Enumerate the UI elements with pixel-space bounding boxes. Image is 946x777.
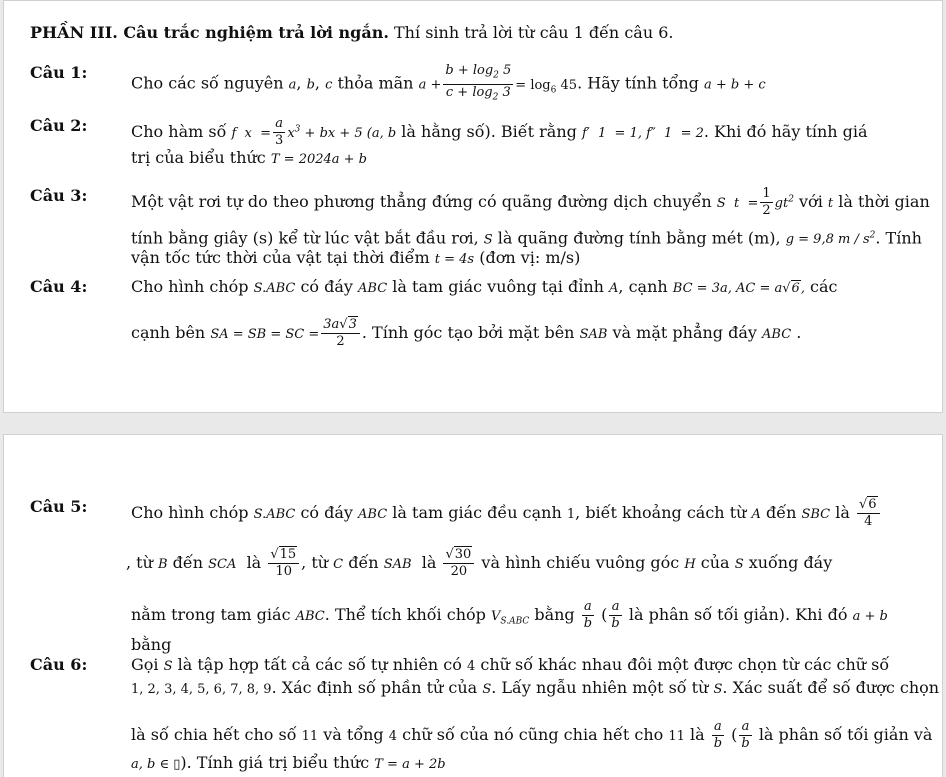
q1-label: Câu 1: [30, 63, 88, 82]
q5-line-1 [131, 497, 882, 530]
q5-text-4: , biết khoảng cách từ [575, 503, 747, 522]
q2-expr: T = 2024a + b [270, 152, 368, 167]
q5-abc-2: ABC [295, 609, 325, 624]
q5-text-13: và hình chiếu vuông góc [481, 553, 680, 572]
q6-label: Câu 6: [30, 655, 88, 674]
q5-frac-1: $\frac{√6}{4}$ [857, 497, 880, 530]
q1-var-b: b [306, 77, 315, 93]
q6-line-3: là số chia hết cho số 11 và tổng 4 chữ số của nó cũng chia hết cho 11 là $\frac{a}{b}$ ( $\frac{a}{b}$ là phân số tối giản và [131, 719, 933, 751]
q6-text-6: . Lấy ngẫu nhiên một số từ [491, 678, 709, 697]
q6-s-3: S [713, 682, 723, 697]
q6-text-10: chữ số của nó cũng chia hết cho [402, 725, 664, 744]
q5-frac-2: $\frac{√15}{10}$ [268, 547, 299, 580]
q3-line-2 [131, 226, 922, 250]
q5-text-8: đến [172, 553, 204, 572]
page-1 [3, 0, 943, 413]
q5-sca: SCA [208, 557, 237, 572]
q1-sum: a + b + c [703, 77, 766, 93]
q4-edges: BC = 3a, AC = a√6, [672, 281, 805, 296]
q4-text-2: có đáy [300, 277, 353, 296]
section-title: PHẦN III. Câu trắc nghiệm trả lời ngắn. [30, 23, 389, 42]
q2-text-2: là hằng số). Biết rằng [401, 122, 577, 141]
q3-line-1 [131, 186, 930, 219]
q2-text-4: trị của biểu thức [131, 148, 266, 167]
q5-volume: $V_{S.ABC}$ [490, 609, 530, 627]
q5-text-11: đến [348, 553, 379, 572]
q6-s: S [163, 659, 173, 674]
q6-text-5: . Xác định số phần tử của [271, 678, 478, 697]
q5-text-9: là [246, 553, 262, 572]
q5-sum: a + b [852, 609, 888, 624]
q1-text: Cho các số nguyên [131, 73, 284, 93]
q1-var-c: c [325, 77, 333, 93]
q1-vars: a [288, 77, 297, 93]
q6-text-11: là [689, 725, 705, 744]
q6-text-9: và tổng [323, 725, 384, 744]
q5-line-3: nằm trong tam giác ABC. Thể tích khối chóp $V_{S.ABC}$ bằng $\frac{a}{b}$ ( $\frac{a}{b}$ là phân số tối giản). Khi đó a + b [131, 599, 888, 631]
q5-h: H [684, 557, 696, 572]
q1-fraction: $\frac{b + \log_2 5}{c + \log_2 3}$ [445, 63, 512, 103]
q6-line-1 [131, 655, 889, 677]
q5-frac-ab: $\frac{a}{b}$ [583, 599, 593, 631]
q5-sbc: SBC [801, 507, 831, 522]
q2-text: Cho hàm số [131, 122, 227, 141]
q6-text-2: là tập hợp tất cả các số tự nhiên có [177, 655, 462, 674]
q5-text-14: của [700, 553, 730, 572]
q6-eleven-2: 11 [668, 729, 685, 744]
q6-text-13: ). Tính giá trị biểu thức [180, 753, 370, 772]
q3-gt2: $gt^2$ [774, 194, 794, 211]
section-instructions: Thí sinh trả lời từ câu 1 đến câu 6. [388, 23, 674, 42]
q5-text-3: là tam giác đều cạnh [392, 503, 562, 522]
q5-sabc: S.ABC [253, 507, 296, 522]
q5-text-16: nằm trong tam giác [131, 605, 291, 624]
q5-text-7: , từ [126, 553, 153, 572]
q6-s-2: S [482, 682, 492, 697]
q4-text: Cho hình chóp [131, 277, 249, 296]
q6-line-2 [131, 678, 939, 700]
q3-text-4: tính bằng giây (s) kể từ lúc vật bắt đầu rơi, [131, 228, 479, 248]
q3-text-2: với [799, 192, 823, 211]
q1-formula: a + [418, 77, 442, 93]
q4-sabc: S.ABC [253, 281, 296, 296]
q5-c: C [333, 557, 344, 572]
q2-poly: $x^3$ + bx + 5 (a, b [287, 124, 397, 141]
q5-text: Cho hình chóp [131, 503, 249, 522]
q6-line-4 [131, 753, 446, 775]
q4-line-1 [131, 277, 838, 299]
q5-label: Câu 5: [30, 497, 88, 516]
q6-digits: 1, 2, 3, 4, 5, 6, 7, 8, 9 [131, 682, 272, 697]
q5-text-12: là [421, 553, 437, 572]
q4-text-4: , cạnh [618, 277, 668, 296]
q2-line-2 [131, 148, 367, 170]
q5-a: A [751, 507, 761, 522]
q6-text-3: chữ số khác nhau đôi một được chọn từ các chữ số [480, 655, 890, 674]
q5-text-6: là [835, 503, 850, 522]
q2-line-1 [131, 116, 868, 149]
q3-text-8: (đơn vị: m/s) [479, 248, 581, 267]
q5-text-18: bằng [534, 605, 575, 624]
q5-line-4 [131, 635, 171, 655]
q4-text-6: cạnh bên [131, 323, 206, 342]
q3-text-6: . Tính [875, 228, 922, 248]
q5-text-17: . Thể tích khối chóp [324, 605, 486, 624]
q4-vertex: A [609, 281, 619, 296]
q3-formula: S t = [716, 196, 759, 211]
q1-line-1: Cho các số nguyên a, b, c thỏa mãn a + $\frac{b + \log_2 5}{c + \log_2 3}$ = $\log_6 45$. Hãy tính tổng a + b + c [131, 63, 766, 105]
q5-frac-ab-2: $\frac{a}{b}$ [611, 599, 620, 631]
q6-four: 4 [467, 659, 476, 674]
q5-side: 1 [566, 507, 576, 522]
q5-b: B [158, 557, 168, 572]
q4-label: Câu 4: [30, 277, 88, 296]
q4-text-8: và mặt phẳng đáy [612, 323, 757, 342]
q3-var-t: t [827, 196, 834, 211]
q3-text: Một vật rơi tự do theo phương thẳng đứng có quãng đường dịch chuyển [131, 192, 712, 211]
q5-abc: ABC [358, 507, 388, 522]
q5-text-2: có đáy [300, 503, 353, 522]
q1-text-3: . Hãy tính tổng [577, 73, 699, 93]
q3-text-5: là quãng đường tính bằng mét (m), [497, 228, 781, 248]
q4-text-5: các [810, 277, 838, 296]
q6-text-8: là số chia hết cho số [131, 725, 297, 744]
q5-line-2 [126, 547, 832, 580]
q5-sab: SAB [383, 557, 412, 572]
q5-text-10: , từ [301, 553, 329, 572]
q5-text-15: xuống đáy [748, 553, 833, 572]
section-header [30, 23, 673, 43]
q3-text-3: là thời gian [838, 192, 930, 211]
q4-line-2: cạnh bên SA = SB = SC = $\frac{3a√3}{2}$ . Tính góc tạo bởi mặt bên SAB và mặt phẳng đáy ABC . [131, 317, 802, 349]
q1-text-2: thỏa mãn [337, 73, 414, 93]
q5-text-19: là phân số tối giản). Khi đó [628, 605, 848, 624]
q6-text: Gọi [131, 655, 159, 674]
q3-frac: $\frac{1}{2}$ [762, 186, 771, 218]
q6-text-12: là phân số tối giản và [758, 725, 933, 744]
q1-rhs: = $\log_6 45$ [515, 77, 578, 96]
q3-var-s: S [483, 232, 493, 248]
q2-function: f x = [231, 126, 272, 141]
q6-frac-2: $\frac{a}{b}$ [741, 719, 750, 751]
q4-sab: SAB [579, 327, 608, 342]
q6-text-7: . Xác suất để số được chọn [722, 678, 940, 697]
q5-s: S [734, 557, 744, 572]
q3-time: t = 4s [434, 252, 475, 267]
q3-line-3 [131, 248, 580, 270]
q2-cond: f′ 1 = 1, f″ 1 = 2 [581, 126, 704, 141]
q2-frac: $\frac{a}{3}$ [275, 116, 284, 148]
q6-four-2: 4 [388, 729, 398, 744]
q6-frac: $\frac{a}{b}$ [713, 719, 723, 751]
q4-text-3: là tam giác vuông tại đỉnh [392, 277, 604, 296]
q2-label: Câu 2: [30, 116, 88, 135]
q2-text-3: . Khi đó hãy tính giá [703, 122, 868, 141]
q5-text-5: đến [766, 503, 797, 522]
q4-abc: ABC [358, 281, 388, 296]
page-2 [3, 434, 943, 777]
q4-frac: $\frac{3a√3}{2}$ [321, 317, 360, 350]
q6-expr: T = a + 2b [374, 757, 446, 772]
q6-ab: a, b ∈ ▯ [131, 757, 181, 772]
q3-label: Câu 3: [30, 186, 88, 205]
q5-text-20: bằng [131, 635, 172, 654]
q4-abc-2: ABC [762, 327, 792, 342]
q3-text-7: vận tốc tức thời của vật tại thời điểm [131, 248, 430, 267]
q3-g: g = 9,8 m / $s^2$ [785, 231, 876, 248]
q5-frac-3: $\frac{√30}{20}$ [443, 547, 474, 580]
q6-eleven: 11 [301, 729, 319, 744]
q4-lateral: SA = SB = SC = [210, 327, 320, 342]
q4-text-7: . Tính góc tạo bởi mặt bên [361, 323, 575, 342]
